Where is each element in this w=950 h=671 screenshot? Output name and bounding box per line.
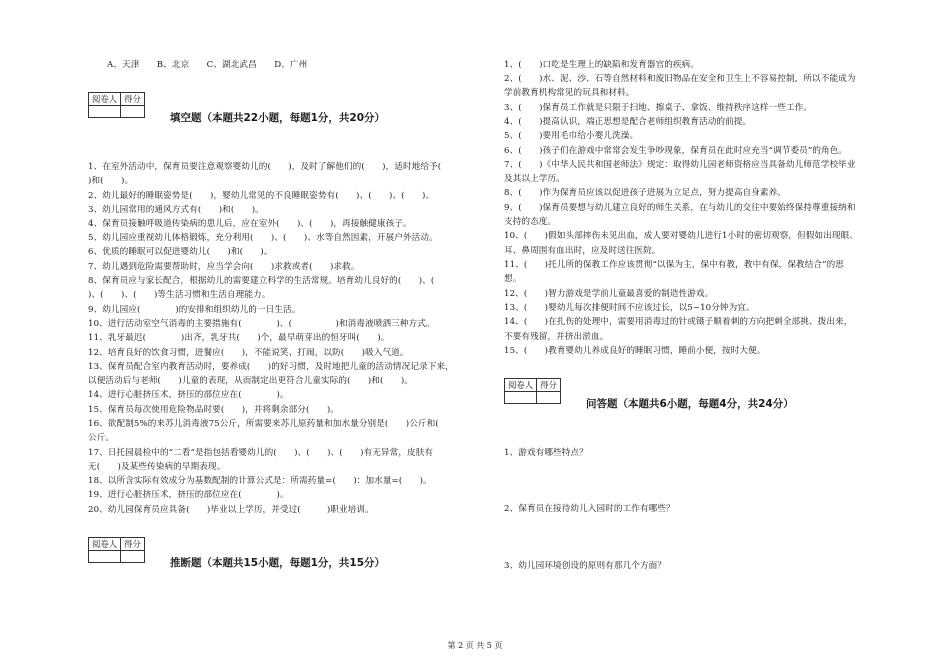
question-line: 3、幼儿园常用的通风方式有( )和( )。 — [88, 205, 264, 215]
page-footer: 第 2 页 共 5 页 — [447, 641, 503, 650]
question-line: 12、培育良好的饮食习惯，进餐应( )，不能说笑、打闹，以防( )吸入气道。 — [88, 348, 409, 358]
question-line: 3、( )保育员工作就是只限于扫地、擦桌子、拿饭、维持秩序这样一些工作。 — [504, 103, 813, 113]
question-line: 11、乳牙最迟( )出齐，乳牙共( )个，最早萌芽出的恒牙叫( )。 — [88, 333, 390, 343]
reviewer-label: 阅卷人 — [89, 538, 121, 551]
question-line: 支持的态度。 — [504, 217, 557, 227]
question-line: 5、( )要用毛巾给小婴儿洗澡。 — [504, 131, 639, 141]
question-line: 及其以上学历。 — [504, 174, 565, 184]
score-label: 得分 — [121, 538, 145, 551]
question-line: 耳、鼻周围有血出时，应及时送往医院。 — [504, 246, 661, 256]
question-line: 13、保育员配合室内教育活动时，要养成( )的好习惯，及时地把儿童的活动情况记录下来， — [88, 362, 454, 372]
question-line: 12、( )智力游戏是学前儿童最喜爱的制造性游戏。 — [504, 289, 714, 299]
question-line: 14、( )在扎伤的处理中，需要用消毒过的针或镊子顺着刺的方向把刺全部挑、拨出来， — [504, 317, 853, 327]
question-line: 15、( )教育婴幼儿养成良好的睡眠习惯，睡前小便，按时大便。 — [504, 346, 766, 356]
question-line: 7、( )《中华人民共和国老师法》规定：取得幼儿园老师资格应当具备幼儿师范学校毕业 — [504, 160, 856, 170]
score-box — [88, 92, 145, 118]
score-box — [504, 378, 561, 404]
qa-question: 2、保育员在接待幼儿入园时的工作有哪些？ — [504, 504, 675, 514]
reviewer-cell — [505, 392, 537, 404]
question-line: 想。 — [504, 274, 522, 284]
question-line: 16、欲配制5%的来苏儿消毒液75公斤，所需要来苏儿原药量和加水量分别是( )公斤和( — [88, 419, 439, 429]
question-line: 14、进行心脏挤压术，挤压的部位应在( )。 — [88, 390, 289, 400]
reviewer-label: 阅卷人 — [505, 379, 537, 392]
question-line: 1、( )口吃是生理上的缺陷和发育器官的疾病。 — [504, 60, 700, 70]
section-title-qa: 问答题（本题共6小题，每题4分，共24分） — [586, 398, 794, 410]
question-line: 15、保育员每次使用危险物品时要( )，并将剩余部分( )。 — [88, 405, 339, 415]
question-line: 无( )及某些传染病的早期表现。 — [88, 462, 226, 472]
question-line: )和( )。 — [88, 176, 134, 186]
score-cell — [121, 551, 145, 563]
score-cell — [537, 392, 561, 404]
reviewer-cell — [89, 106, 121, 118]
reviewer-label: 阅卷人 — [89, 93, 121, 106]
score-label: 得分 — [537, 379, 561, 392]
question-line: 20、幼儿园保育员应具备( )毕业以上学历，并受过( )职业培训。 — [88, 505, 374, 515]
options-line: A、天津 B、北京 C、湖北武昌 D、广州 — [107, 60, 308, 70]
question-line: 10、( )假如头部摔伤未见出血，成人要对婴幼儿进行1小时的密切观察，但假如出现眼、 — [504, 231, 858, 241]
question-line: 9、( )保育员要想与幼儿建立良好的师生关系，在与幼儿的交往中要始终保持尊重接纳和 — [504, 203, 856, 213]
question-line: 以便活动后与老师( )儿童的表现，从而制定出更符合儿童实际的( )和( )。 — [88, 376, 413, 386]
question-line: 10、进行活动室空气消毒的主要措施有( )、( )和消毒液喷洒三种方式。 — [88, 319, 435, 329]
question-line: 公斤。 — [88, 433, 115, 443]
question-line: 11、( )托儿所的保教工作应该贯彻“以保为主，保中有教，教中有保，保教结合”的思 — [504, 260, 845, 270]
reviewer-cell — [89, 551, 121, 563]
score-cell — [121, 106, 145, 118]
section-title-judge: 推断题（本题共15小题，每题1分，共15分） — [170, 557, 386, 569]
score-label: 得分 — [121, 93, 145, 106]
question-line: 13、( )婴幼儿每次排便时间不应该过长，以5~10分钟为宜。 — [504, 303, 755, 313]
question-line: 6、( )孩子们在游戏中常常会发生争吵现象，保育员在此时应充当“调节委员”的角色。 — [504, 146, 848, 156]
qa-question: 3、幼儿园环境创设的原则有那几个方面？ — [504, 561, 667, 571]
question-line: 4、( )提高认识，端正思想是配合老师组织教育活动的前提。 — [504, 117, 752, 127]
question-line: 7、幼儿遇到危险需要帮助时，应当学会向( )求救或者( )求救。 — [88, 262, 360, 272]
score-box — [88, 537, 145, 563]
section-title-fill: 填空题（本题共22小题，每题1分，共20分） — [170, 112, 386, 124]
qa-question: 1、游戏有哪些特点？ — [504, 448, 588, 458]
question-line: 8、( )作为保育员应该以促进孩子进展为立足点，努力提高自身素养。 — [504, 188, 786, 198]
question-line: 2、( )水、泥、沙、石等自然材料和废旧物品在安全和卫生上不容易控制，所以不能成为 — [504, 74, 856, 84]
question-line: 4、保育员接触呼吸道传染病的患儿后，应在室外( )、( )，再接触健康孩子。 — [88, 219, 412, 229]
question-line: 8、保育员应与家长配合，根据幼儿的需要建立科学的生活常规。培育幼儿良好的( )、( — [88, 276, 435, 286]
question-line: 2、幼儿最好的睡眠姿势是( )，婴幼儿常见的不良睡眠姿势有( )、( )、( )。 — [88, 191, 435, 201]
question-line: 17、日托园晨检中的“二看”是指包括看婴幼儿的( )、( )、( )有无异常，皮肤有 — [88, 448, 434, 458]
question-line: 18、以所含实际有效成分为基数配制的计算公式是：所需药量=( )：加水量=( )。 — [88, 476, 432, 486]
question-line: 5、幼儿园应重视幼儿体格锻炼，充分利用( )、( )、水等自然因素，开展户外活动。 — [88, 233, 438, 243]
question-line: )、( )、( )等生活习惯和生活自理能力。 — [88, 290, 271, 300]
question-line: 学前教育机构常见的玩具和材料。 — [504, 88, 635, 98]
question-line: 1、在室外活动中，保育员要注意观察婴幼儿的( )，及时了解他们的( )，适时地给予( — [88, 162, 442, 172]
question-line: 9、幼儿园应( )的安排和组织幼儿的一日生活。 — [88, 305, 301, 315]
question-line: 不要有残留，并挤出淤血。 — [504, 332, 609, 342]
question-line: 19、进行心脏挤压术，挤压的部位应在( )。 — [88, 490, 289, 500]
question-line: 6、优质的睡眠可以促进婴幼儿( )和( )。 — [88, 247, 273, 257]
